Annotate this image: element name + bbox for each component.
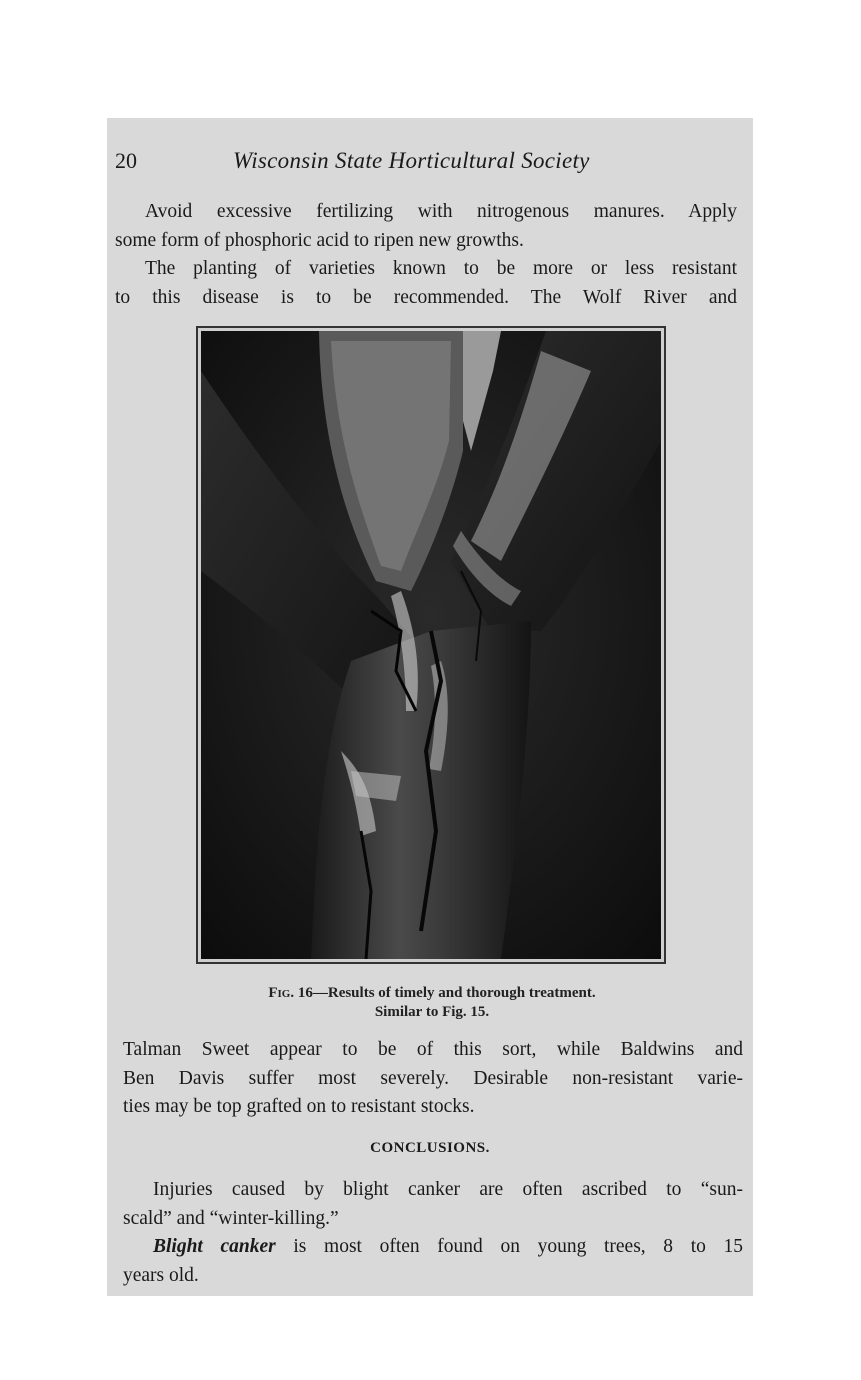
- text-line: years old.: [123, 1264, 199, 1286]
- section-heading-conclusions: CONCLUSIONS.: [370, 1140, 490, 1156]
- caption-line-1: [167, 984, 697, 1003]
- text-line: ties may be top grafted on to resistant stocks.: [123, 1096, 475, 1117]
- book-page: [107, 118, 753, 1296]
- paragraph-resistant-varieties: [115, 255, 737, 312]
- tree-trunk-photo: [201, 331, 661, 959]
- caption-text: —Results of timely and thorough treatment.: [312, 985, 596, 1001]
- paragraph-fertilizing: [115, 198, 737, 255]
- text-line: [123, 1233, 743, 1262]
- figure-label: Fig. 16: [268, 985, 313, 1001]
- emphasis-blight-canker: Blight canker: [153, 1236, 276, 1257]
- page-number: 20: [115, 148, 137, 173]
- text-line: The planting of varieties known to be more or less resistant: [145, 258, 737, 279]
- running-title: Wisconsin State Horticultural Society: [233, 148, 590, 173]
- text-line: Talman Sweet appear to be of this sort, while Baldwins and: [123, 1039, 743, 1060]
- text-line: Avoid excessive fertilizing with nitrogenous manures. Apply: [145, 201, 737, 222]
- text-line: scald” and “winter-killing.”: [123, 1207, 339, 1229]
- paragraph-injuries: [123, 1176, 743, 1233]
- caption-line-2: Similar to Fig. 15.: [374, 1004, 490, 1020]
- text-line: to this disease is to be recommended. The Wolf River and: [115, 286, 737, 308]
- figure-16-photo-frame: [196, 326, 666, 964]
- page-header: [115, 148, 745, 178]
- paragraph-blight-canker: [123, 1233, 743, 1290]
- text-line-rest: is most often found on young trees, 8 to 15: [275, 1236, 743, 1257]
- text-line: Ben Davis suffer most severely. Desirable non-resistant varie-: [123, 1067, 743, 1089]
- text-line: Injuries caused by blight canker are often ascribed to “sun-: [153, 1179, 743, 1200]
- paragraph-varieties-continued: [123, 1036, 743, 1122]
- figure-caption: [167, 984, 697, 1022]
- text-line: some form of phosphoric acid to ripen new growths.: [115, 229, 524, 251]
